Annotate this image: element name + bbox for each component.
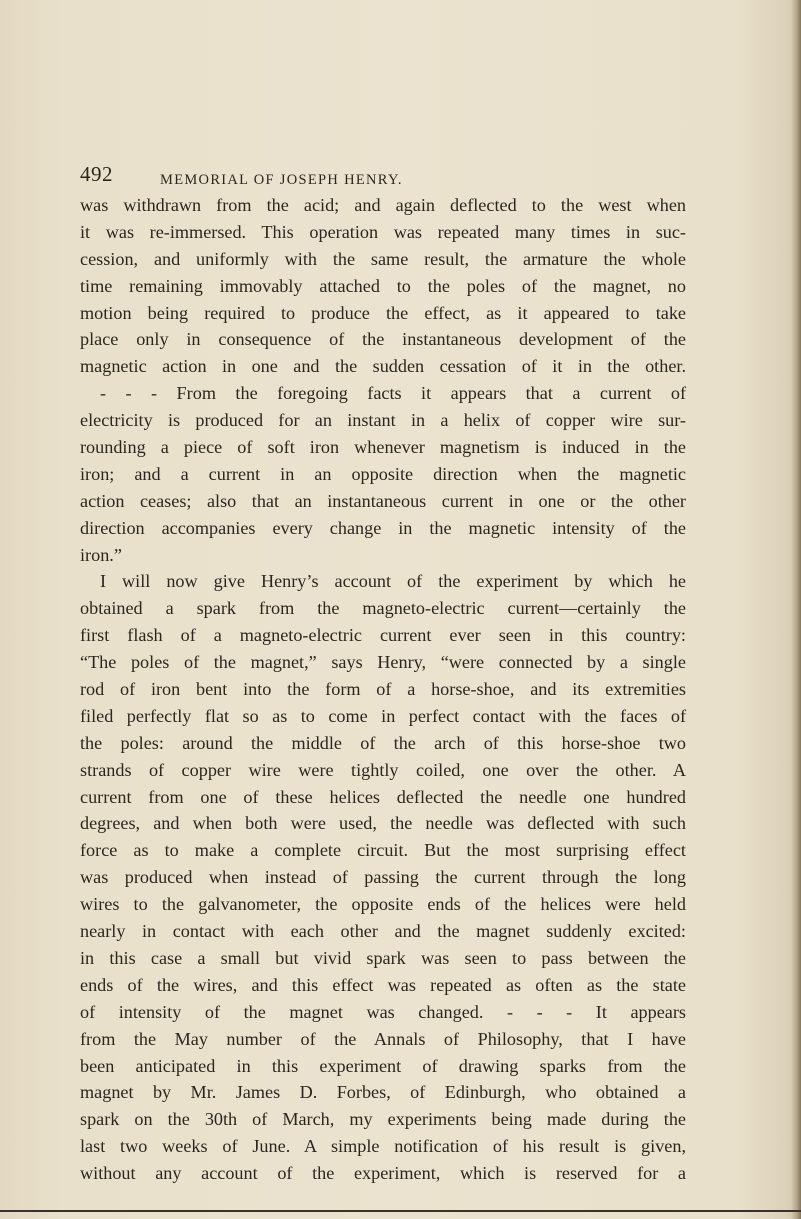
text-line: current from one of these helices deflected the needle one hundred xyxy=(80,786,686,807)
text-line: was produced when instead of passing the current through the long xyxy=(80,867,686,888)
text-line: degrees, and when both were used, the needle was deflected with such xyxy=(80,813,686,834)
text-line: rounding a piece of soft iron whenever magnetism is induced in the xyxy=(80,437,686,458)
text-line: first flash of a magneto-electric current ever seen in this country: xyxy=(80,625,686,646)
text-line: filed perfectly flat so as to come in perfect contact with the faces of xyxy=(80,705,686,726)
text-line: last two weeks of June. A simple notification of his result is given, xyxy=(80,1136,686,1157)
running-head: MEMORIAL OF JOSEPH HENRY. xyxy=(160,172,403,188)
text-line: obtained a spark from the magneto-electric current—certainly the xyxy=(80,598,686,619)
text-line: in this case a small but vivid spark was seen to pass between the xyxy=(80,947,686,968)
page-bottom-rule xyxy=(0,1210,801,1212)
text-line: of intensity of the magnet was changed. - - - It appears xyxy=(80,1001,686,1022)
text-line: it was re-immersed. This operation was repeated many times in suc- xyxy=(80,221,686,242)
page-number: 492 xyxy=(80,162,113,186)
text-line: iron; and a current in an opposite direction when the magnetic xyxy=(80,463,686,484)
text-line: electricity is produced for an instant in a helix of copper wire sur- xyxy=(80,410,686,431)
text-line: was withdrawn from the acid; and again deflected to the west when xyxy=(80,195,686,215)
text-line: time remaining immovably attached to the poles of the magnet, no xyxy=(80,275,686,296)
text-line: cession, and uniformly with the same result, the armature the whole xyxy=(80,248,686,269)
text-line: rod of iron bent into the form of a horse-shoe, and its extremities xyxy=(80,679,686,700)
text-line: from the May number of the Annals of Philosophy, that I have xyxy=(80,1028,686,1049)
text-line: magnet by Mr. James D. Forbes, of Edinburgh, who obtained a xyxy=(80,1082,686,1103)
text-line: place only in consequence of the instantaneous development of the xyxy=(80,329,686,350)
body-text xyxy=(80,192,686,1187)
text-line: magnetic action in one and the sudden cessation of it in the other. xyxy=(80,356,686,377)
text-line: motion being required to produce the effect, as it appeared to take xyxy=(80,302,686,323)
text-line: force as to make a complete circuit. But the most surprising effect xyxy=(80,840,686,861)
text-line: strands of copper wire were tightly coiled, one over the other. A xyxy=(80,759,686,780)
text-line: nearly in contact with each other and the magnet suddenly excited: xyxy=(80,921,686,942)
text-line: “The poles of the magnet,” says Henry, “were connected by a single xyxy=(80,652,686,673)
text-line: without any account of the experiment, which is reserved for a xyxy=(80,1163,686,1184)
text-line: ends of the wires, and this effect was repeated as often as the state xyxy=(80,974,686,995)
text-line: spark on the 30th of March, my experiments being made during the xyxy=(80,1109,686,1130)
text-line: direction accompanies every change in the magnetic intensity of the xyxy=(80,517,686,538)
text-line: the poles: around the middle of the arch of this horse-shoe two xyxy=(80,732,686,753)
page-header xyxy=(0,150,801,190)
text-line: been anticipated in this experiment of drawing sparks from the xyxy=(80,1055,686,1076)
text-line: action ceases; also that an instantaneous current in one or the other xyxy=(80,490,686,511)
text-line: iron.” xyxy=(80,544,122,565)
text-line: - - - From the foregoing facts it appears that a current of xyxy=(100,383,686,404)
text-line: I will now give Henry’s account of the experiment by which he xyxy=(100,571,686,592)
text-line: wires to the galvanometer, the opposite ends of the helices were held xyxy=(80,894,686,915)
